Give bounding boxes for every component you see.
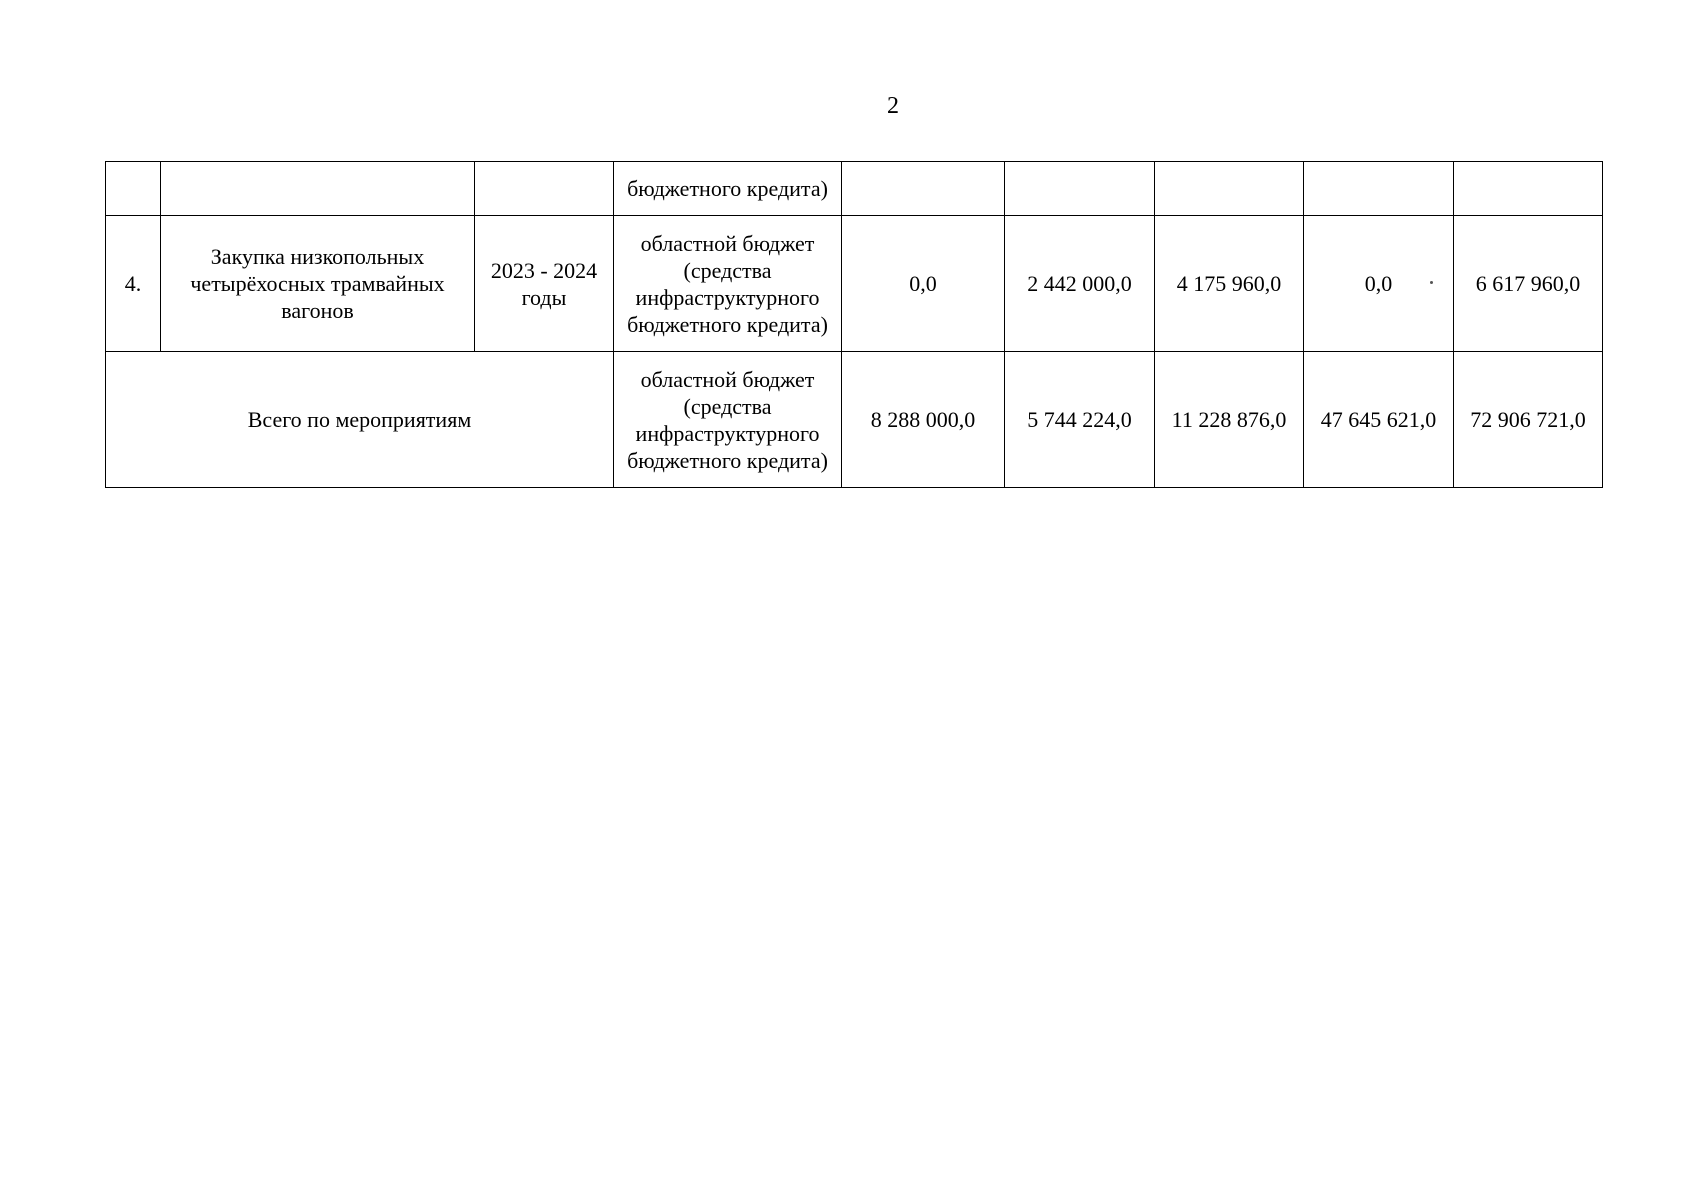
budget-table	[105, 161, 1603, 488]
page-number: 2	[887, 93, 899, 119]
cell-value-1: 0,0	[842, 216, 1005, 352]
cell-period: 2023 - 2024 годы	[475, 216, 614, 352]
cell-value-4: 47 645 621,0	[1304, 352, 1454, 488]
table-row-continuation	[106, 162, 1603, 216]
cell-value-total: 6 617 960,0	[1454, 216, 1603, 352]
cell-value-4: 0,0	[1304, 216, 1454, 352]
table-row-item-4	[106, 216, 1603, 352]
cell-value-3: 4 175 960,0	[1155, 216, 1304, 352]
cell-value-2: 2 442 000,0	[1005, 216, 1155, 352]
cell-value-empty	[842, 162, 1005, 216]
cell-value-1: 8 288 000,0	[842, 352, 1005, 488]
cell-name-empty	[161, 162, 475, 216]
cell-num-empty	[106, 162, 161, 216]
table-row-total	[106, 352, 1603, 488]
cell-value-empty	[1454, 162, 1603, 216]
cell-value-empty	[1155, 162, 1304, 216]
scan-speck	[1430, 281, 1433, 284]
cell-total-label: Всего по мероприятиям	[106, 352, 614, 488]
cell-name: Закупка низкопольных четырёхосных трамвайных вагонов	[161, 216, 475, 352]
cell-value-3: 11 228 876,0	[1155, 352, 1304, 488]
cell-value-empty	[1304, 162, 1454, 216]
cell-value-2: 5 744 224,0	[1005, 352, 1155, 488]
cell-funding-source: областной бюджет (средства инфраструктурного бюджетного кредита)	[614, 216, 842, 352]
cell-value-total: 72 906 721,0	[1454, 352, 1603, 488]
cell-value-empty	[1005, 162, 1155, 216]
cell-num: 4.	[106, 216, 161, 352]
cell-period-empty	[475, 162, 614, 216]
cell-funding-source: областной бюджет (средства инфраструктурного бюджетного кредита)	[614, 352, 842, 488]
cell-funding-source: бюджетного кредита)	[614, 162, 842, 216]
